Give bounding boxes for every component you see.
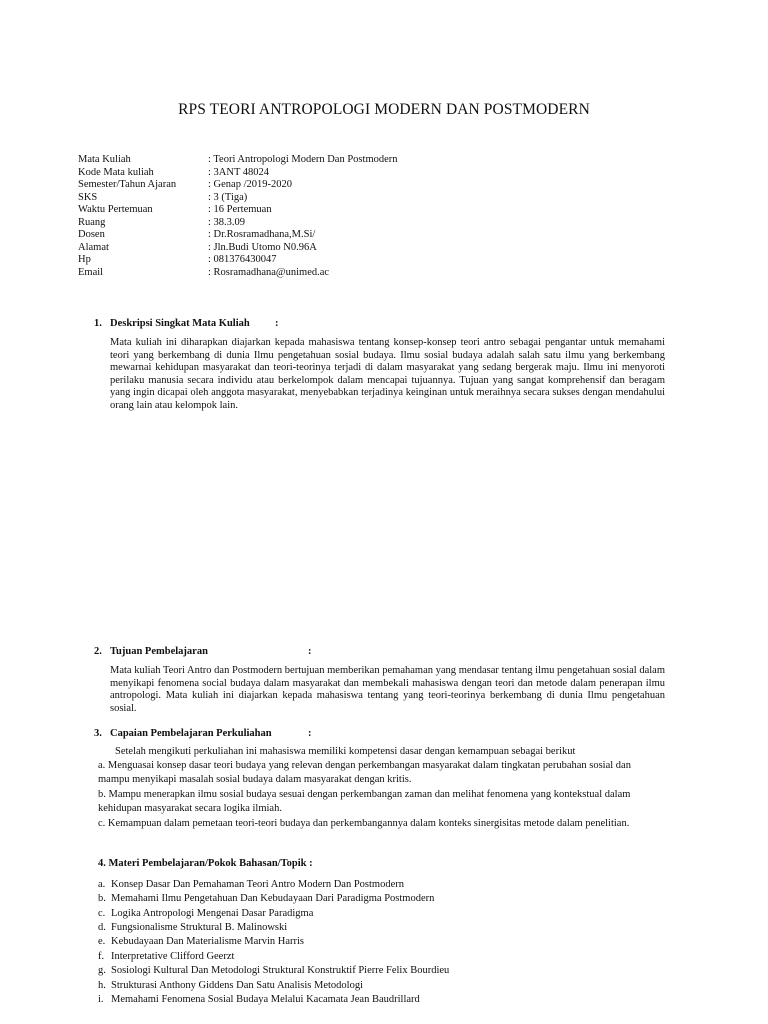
info-value: : Genap /2019-2020 <box>208 179 292 190</box>
document-title: RPS TEORI ANTROPOLOGI MODERN DAN POSTMODERN <box>178 101 590 118</box>
list-item <box>98 980 363 992</box>
list-marker: b. <box>98 893 106 904</box>
info-row-hp <box>78 254 398 267</box>
section-2-heading <box>94 646 312 657</box>
list-text: Fungsionalisme Struktural B. Malinowski <box>111 922 288 933</box>
section-1-heading <box>94 318 279 329</box>
info-label: SKS <box>78 191 98 203</box>
section-colon: : <box>308 728 312 739</box>
info-value: : Rosramadhana@unimed.ac <box>208 266 330 278</box>
info-label: Dosen <box>78 229 105 240</box>
list-marker: a. <box>98 879 106 890</box>
info-value: : Teori Antropologi Modern Dan Postmodern <box>208 154 398 165</box>
info-value: : 38.3.09 <box>208 216 246 228</box>
list-text: Sosiologi Kultural Dan Metodologi Struktural Konstruktif Pierre Felix Bourdieu <box>111 965 450 976</box>
info-row-kode <box>78 167 398 180</box>
section-3-line: c. Kemampuan dalam pemetaan teori-teori budaya dan perkembangannya dalam konteks sinergisitas metode dalam penelitian. <box>98 818 630 829</box>
section-colon: : <box>308 646 312 657</box>
list-text: Interpretative Clifford Geerzt <box>111 951 235 962</box>
section-title: Capaian Pembelajaran Perkuliahan <box>110 728 272 739</box>
section-number: 1. <box>94 318 102 329</box>
list-item <box>98 879 404 891</box>
list-item <box>98 936 304 948</box>
info-value: : 3 (Tiga) <box>208 191 248 203</box>
list-marker: i. <box>98 994 104 1005</box>
section-3-line: kehidupan masyarakat secara logika ilmiah. <box>98 803 282 814</box>
list-marker: e. <box>98 936 106 947</box>
section-3-intro: Setelah mengikuti perkuliahan ini mahasiswa memiliki kompetensi dasar dengan kemampuan sebagai berikut <box>115 746 576 757</box>
list-item <box>98 908 313 920</box>
info-label: Kode Mata kuliah <box>78 166 154 178</box>
list-text: Memahami Fenomena Sosial Budaya Melalui Kacamata Jean Baudrillard <box>111 994 420 1005</box>
info-row-ruang <box>78 217 398 230</box>
section-3-heading <box>94 728 312 739</box>
info-label: Semester/Tahun Ajaran <box>78 179 177 190</box>
section-3-line: a. Menguasai konsep dasar teori budaya yang relevan dengan perkembangan masyarakat dalam tingkatan perubahan sosial dan <box>98 760 631 771</box>
info-row-waktu <box>78 204 398 217</box>
list-marker: c. <box>98 908 106 919</box>
section-number: 2. <box>94 646 102 657</box>
list-item <box>98 951 234 963</box>
info-value: : 081376430047 <box>208 254 277 265</box>
section-title: Tujuan Pembelajaran <box>110 646 208 657</box>
info-label: Alamat <box>78 241 109 253</box>
section-colon: : <box>275 318 279 329</box>
info-row-mata-kuliah <box>78 154 398 167</box>
list-marker: h. <box>98 980 106 991</box>
list-item <box>98 965 449 977</box>
section-4-heading: 4. Materi Pembelajaran/Pokok Bahasan/Topik : <box>98 858 313 869</box>
list-marker: g. <box>98 965 106 976</box>
info-row-dosen <box>78 229 398 242</box>
list-item <box>98 893 434 905</box>
info-value: : Dr.Rosramadhana,M.Si/ <box>208 229 316 240</box>
section-2-body: Mata kuliah Teori Antro dan Postmodern bertujuan memberikan pemahaman yang mendasar tentang ilmu pengetahuan sosial dalam menyikapi fenomena social budaya dalam masyarakat dan membekali mahasiswa dengan teori dan metode dalam penerapan ilmu antropologi. Mata kuliah ini diajarkan kepada mahasiswa tentang yang teori-teorinya berkembang di dunia Ilmu pengetahuan sosial. <box>110 665 665 714</box>
section-3-line: b. Mampu menerapkan ilmu sosial budaya sesuai dengan perkembangan zaman dan melihat fenomena yang kontekstual dalam <box>98 789 631 800</box>
list-text: Konsep Dasar Dan Pemahaman Teori Antro Modern Dan Postmodern <box>111 879 405 890</box>
info-value: : 3ANT 48024 <box>208 166 270 178</box>
list-item <box>98 922 287 934</box>
info-row-sks <box>78 192 398 205</box>
info-label: Hp <box>78 254 91 265</box>
list-item <box>98 994 420 1006</box>
info-label: Mata Kuliah <box>78 154 131 165</box>
section-1-body: Mata kuliah ini diharapkan diajarkan kepada mahasiswa tentang konsep-konsep teori antro sebagai pengantar untuk memahami teori yang berkembang di dunia Ilmu pengetahuan sosial budaya. Ilmu sosial budaya adalah salah satu ilmu yang berkembang mewarnai kehidupan masyarakat dan teori-teorinya terjadi di dalam masyarakat yang sedang bergerak maju. Ilmu ini menyoroti perilaku manusia secara individu atau berkelompok dalam mencapai tujuannya. Tujuan yang sangat komprehensif dan beragam yang ingin dicapai oleh anggota masyarakat, menyebabkan terjadinya keinginan untuk meraihnya secara sukses dengan mendahului orang lain atau kelompok lain. <box>110 337 665 411</box>
list-text: Kebudayaan Dan Materialisme Marvin Harris <box>111 936 305 947</box>
info-value: : 16 Pertemuan <box>208 204 272 215</box>
list-text: Strukturasi Anthony Giddens Dan Satu Analisis Metodologi <box>111 980 363 991</box>
section-title: Deskripsi Singkat Mata Kuliah <box>110 318 250 329</box>
info-row-alamat <box>78 242 398 255</box>
section-number: 3. <box>94 728 102 739</box>
info-row-email <box>78 267 398 280</box>
list-text: Memahami Ilmu Pengetahuan Dan Kebudayaan Dari Paradigma Postmodern <box>111 893 435 904</box>
course-info-table <box>78 154 398 279</box>
info-value: : Jln.Budi Utomo N0.96A <box>208 241 317 253</box>
info-label: Ruang <box>78 216 106 228</box>
info-row-semester <box>78 179 398 192</box>
list-text: Logika Antropologi Mengenai Dasar Paradigma <box>111 908 314 919</box>
info-label: Email <box>78 266 104 278</box>
list-marker: f. <box>98 951 105 962</box>
list-marker: d. <box>98 922 106 933</box>
section-3-line: mampu menyikapi masalah sosial budaya dalam masyarakat dengan kritis. <box>98 774 412 785</box>
info-label: Waktu Pertemuan <box>78 204 153 215</box>
